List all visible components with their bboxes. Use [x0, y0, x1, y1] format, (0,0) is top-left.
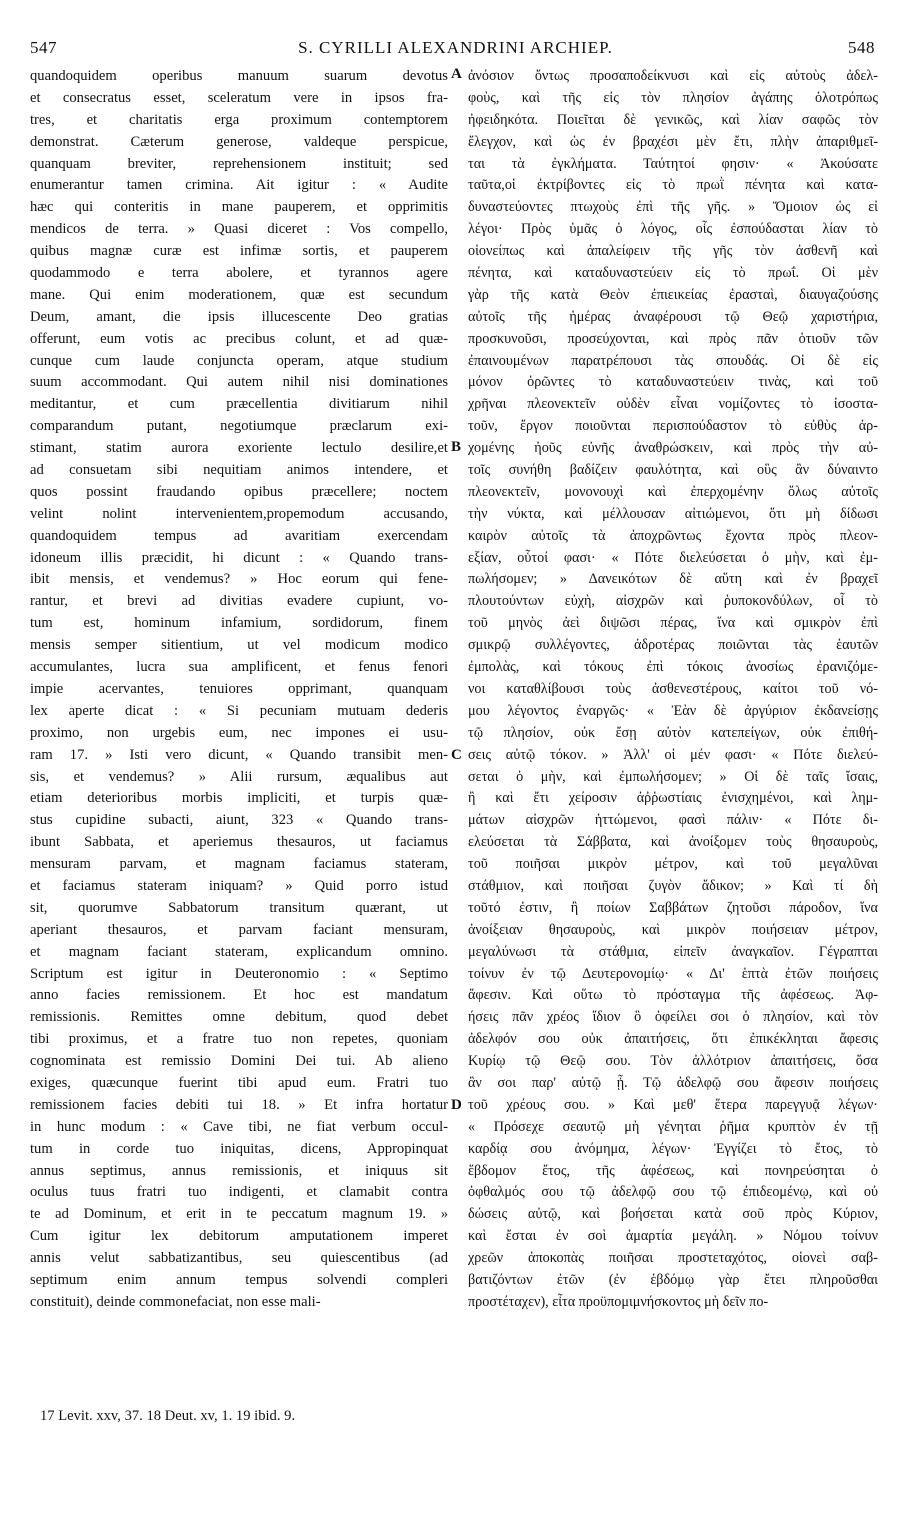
text-line: νοι καταθλίβουσι τοὺς ἀσθενεστέρους, καίτοι τοῦ νό-	[468, 680, 878, 697]
text-line: ἀδελφόν σου οὐκ ἀπαιτήσεις, ὅτι ἐπικέκληται ἄφεσις	[468, 1031, 878, 1048]
text-line: proximo, non urgebis eum, nec impones ei usu-	[30, 724, 448, 741]
text-line: σμικρῷ συλλέγοντες, ἀδροτέρας ποιῶνται τὰς ἑαυτῶν	[468, 637, 878, 654]
text-line: ἐμπολὰς, καὶ τόκους ἐπὶ τόκοις ἀνοσίως ἐρανιζόμε-	[468, 659, 878, 676]
text-line: χρεῶν ἀποκοπὰς ποιῆσαι προστεταχότος, οἱονεὶ σαβ-	[468, 1250, 878, 1267]
text-line: quos possint fraudando opibus præcellere; noctem	[30, 483, 448, 500]
margin-marker-a: A	[451, 66, 462, 82]
text-line: οἱονείπως καὶ ἀπαλείφειν τῆς γῆς τὸν ἀσθενῆ καὶ	[468, 243, 878, 260]
text-line: ram 17. » Isti vero dicunt, « Quando transibit men-	[30, 746, 448, 763]
text-line: remissionem facies debiti tui 18. » Et infra hortatur	[30, 1096, 448, 1113]
text-line: τὴν νύκτα, καὶ μέλλουσαν αἰτιώμενοι, ὅτι μὴ δίδωσι	[468, 505, 878, 522]
text-line: impie acervantes, tenuiores opprimant, quanquam	[30, 680, 448, 697]
text-line: lex aperte dicat : « Si pecuniam mutuam dederis	[30, 702, 448, 719]
text-line: ὀφθαλμός σου τῷ ἀδελφῷ σου τῷ ἐπιδεομένῳ, καὶ οὐ	[468, 1184, 878, 1201]
text-line: ibunt Sabbata, et aperiemus thesauros, ut faciamus	[30, 834, 448, 851]
text-line: τοῦ μηνὸς ἀεὶ διψῶσι πέρας, ἵνα καὶ σμικρὸν ἐπὶ	[468, 615, 878, 632]
text-line: Scriptum est igitur in Deuteronomio : « Septimo	[30, 965, 448, 982]
text-line: σεται ὁ μὴν, καὶ ἐμπωλήσομεν; » Οἱ δὲ ταῖς ἴσαις,	[468, 768, 878, 785]
text-line: enumerantur tamen crimina. Ait igitur : « Audite	[30, 177, 448, 194]
text-line: quandoquidem operibus manuum suarum devotus	[30, 68, 448, 84]
footnotes: 17 Levit. xxv, 37. 18 Deut. xv, 1. 19 ibid. 9.	[40, 1408, 296, 1424]
text-line: « Πρόσεχε σεαυτῷ μὴ γένηται ῥῆμα κρυπτὸν ἐν τῇ	[468, 1118, 878, 1135]
text-line: τοῦν, ἔργον ποιοῦνται περισπούδαστον τὸ εὐθὺς ἀρ-	[468, 418, 878, 435]
text-line: ελεύσεται τὰ Σάββατα, καὶ ἀνοίξομεν τοὺς θησαυροὺς,	[468, 834, 878, 851]
text-line: te ad Dominum, et erit in te peccatum magnum 19. »	[30, 1206, 448, 1223]
text-line: constituit), deinde commonefaciat, non esse mali-	[30, 1293, 321, 1310]
latin-column	[30, 66, 448, 1314]
text-line: sis, et vendemus? » Alii rursum, æqualibus aut	[30, 768, 448, 785]
text-line: σεις αὐτῷ τόκον. » Ἀλλ' οἱ μέν φασι· « Πότε διελεύ-	[468, 746, 878, 763]
text-line: Deum, amant, die ipsis illucescente Deo gratias	[30, 308, 448, 325]
text-line: mendicos de terra. » Quasi diceret : Vos compello,	[30, 221, 448, 238]
text-line: idoneum illis præcidit, hi dicunt : « Quando trans-	[30, 549, 448, 566]
text-line: hæc qui conteritis in mane pauperem, et opprimitis	[30, 199, 448, 216]
text-line: ἔλεγχον, καὶ ὡς ἐν βραχέσι μὲν ἔτι, πλὴν ἀπαριθμεῖ-	[468, 133, 878, 150]
text-line: καιρὸν αὐτοῖς τὰ ἀποχρῶντως ἔχοντα πρὸς πλεον-	[468, 527, 878, 544]
text-line: τοῦ ποιῆσαι μικρὸν μέτρον, καὶ τοῦ μεγαλῦναι	[468, 856, 878, 873]
text-line: ἕβδομον ἔτος, τῆς ἀφέσεως, καὶ πονηρεύσηται ὁ	[468, 1162, 878, 1179]
text-line: πλουτούντων εὐχὴ, αἰσχρῶν καὶ ῥυποκονδύλων, οἷ τὸ	[468, 593, 878, 610]
text-line: τοίνυν ἐν τῷ Δευτερονομίῳ· « Δι' ἑπτὰ ἐτῶν ποιήσεις	[468, 965, 878, 982]
text-line: demonstrat. Cæterum generose, valdeque perspicue,	[30, 133, 448, 150]
text-line: ibit mensis, et vendemus? » Hoc eorum qui fene-	[30, 571, 448, 588]
text-line: μάτων αἰσχρῶν ἡττώμενοι, φασὶ πάλιν· « Πότε δι-	[468, 812, 878, 829]
text-line: ται τὰ ἐγκλήματα. Ταύτητοί φησιν· « Ἀκούσατε	[468, 155, 878, 172]
page-number-left: 547	[30, 38, 57, 57]
text-line: τοῦ χρέους σου. » Καὶ μεθ' ἕτερα παρεγγυᾷ λέγων·	[468, 1096, 878, 1113]
text-line: ήσεις πᾶν χρέος ἴδιον ὃ ὀφείλει σοι ὁ πλησίον, καὶ τὸν	[468, 1009, 878, 1026]
text-line: στάθμιον, καὶ ποιῆσαι ζυγὸν ἄδικον; » Καὶ τί δὴ	[468, 877, 878, 894]
text-line: rantur, et brevi ad divitias evadere cupiunt, vo-	[30, 593, 448, 610]
text-line: etiam deterioribus morbis impliciti, et turpis quæ-	[30, 790, 448, 807]
text-line: τοῖς συνήθη βαδίζειν φαυλότητα, καὶ οὓς ἂν δύναιντο	[468, 462, 878, 479]
text-line: λέγοι· Πρὸς ὑμᾶς ὁ λόγος, οἷς ἐσπούδασται λίαν τὸ	[468, 221, 878, 238]
text-line: tibi proximus, et a fratre tuo non repetes, quoniam	[30, 1031, 448, 1048]
text-line: μεγαλύνωσι τὰ στάθμια, εἰπεῖν ἀναγκαῖον. Γέγραπται	[468, 943, 878, 960]
text-line: τοῦτό ἐστιν, ἢ ποίων Σαββάτων ζητοῦσι πάροδον, ἵνα	[468, 899, 878, 916]
text-line: χρῆναι πλεονεκτεῖν οὐδὲν εἶναι νομίζοντες τὸ ἰσοστα-	[468, 396, 878, 413]
text-line: Cum igitur lex debitorum amputationem imperet	[30, 1228, 448, 1245]
text-line: μόνον ὁρῶντες τὸ καταδυναστεύειν τινὰς, καὶ τοῦ	[468, 374, 878, 391]
text-line: τῷ πλησίον, οὐκ ἔσῃ αὐτὸν κατεπείγων, οὐκ ἐπιθή-	[468, 724, 878, 741]
text-line: sit, quorumve Sabbatorum transitum quærant, ut	[30, 899, 448, 916]
text-line: exiges, quæcunque fuerint tibi apud eum. Fratri tuo	[30, 1074, 448, 1091]
text-line: μου λέγοντος ἐναργῶς· « Ἐὰν δὲ ἀργύριον ἐκδανείσῃς	[468, 702, 878, 719]
text-line: βατιζόντων ἐτῶν (ἐν ἑβδόμῳ γὰρ ἔτει πληροῦσθαι	[468, 1271, 878, 1288]
text-line: cognominata est remissio Domini Dei tui. Ab alieno	[30, 1053, 448, 1070]
text-line: εξίαν, οὗτοί φασι· « Πότε διελεύσεται ὁ μὴν, καὶ ἐμ-	[468, 549, 878, 566]
text-line: annus septimus, annus remissionis, et iniquus sit	[30, 1162, 448, 1179]
text-line: προστέταχεν), εἶτα προϋπομιμνήσκοντος μὴ δεῖν πο-	[468, 1293, 769, 1310]
text-line: cunque cum laude conjuncta operam, atque studium	[30, 352, 448, 369]
text-line: mane. Qui enim moderationem, quæ est secundum	[30, 286, 448, 303]
text-line: ἢ καὶ ἔτι χείροσιν ἀῤῥωστίαις ἐνισχημένοι, καὶ λημ-	[468, 790, 878, 807]
text-line: ἐπαινουμένων παρατρέπουσι τὰς σπουδάς. Οἱ δὲ εἰς	[468, 352, 878, 369]
text-line: χομένης ἠοῦς εὐνῆς ἀναθρώσκειν, καὶ πρὸς τὴν αὐ-	[468, 440, 878, 457]
text-line: aperiant thesauros, et parvam faciant mensuram,	[30, 921, 448, 938]
margin-marker-c: C	[451, 747, 462, 763]
text-line: φοὺς, καὶ τῆς εἰς τὸν πλησίον ἀγάπης ὁλοτρόπως	[468, 89, 878, 106]
text-line: annis velut sabbatizantibus, seu quiescentibus (ad	[30, 1250, 448, 1267]
text-line: accumulantes, lucra sua amplificent, et fenus fenori	[30, 659, 448, 676]
text-line: comparandum putant, negotiumque præclarum exi-	[30, 418, 448, 435]
running-title: S. CYRILLI ALEXANDRINI ARCHIEP.	[298, 38, 613, 57]
text-line: quanquam breviter, reprehensionem instituit; sed	[30, 155, 448, 172]
text-line: ἠφειδηκότα. Ποιεῖται δὲ γενικῶς, καὶ λίαν σαφῶς τὸν	[468, 111, 878, 128]
text-line: in hunc modum : « Cave tibi, ne fiat verbum occul-	[30, 1118, 448, 1135]
text-line: πλεονεκτεῖν, μονονουχὶ καὶ ἐπερχομένην ὅλως αὐτοῖς	[468, 483, 878, 500]
text-line: tum est, hominum infamium, sordidorum, finem	[30, 615, 448, 632]
text-line: stus cupidine subacti, aiunt, 323 « Quando trans-	[30, 812, 448, 829]
text-line: quibus magnæ curæ est infimæ sortis, et pauperem	[30, 243, 448, 260]
text-line: πωλήσομεν; » Δανεικότων δὲ αὕτη καὶ ἐν βραχεῖ	[468, 571, 878, 588]
page-number-right: 548	[848, 38, 875, 57]
text-line: tres, et charitatis erga proximum contemptorem	[30, 111, 448, 128]
text-line: tum in corde tuo iniquitas, dicens, Appropinquat	[30, 1140, 448, 1157]
text-line: δώσεις αὐτῷ, καὶ βοήσεται κατὰ σοῦ πρὸς Κύριον,	[468, 1206, 878, 1223]
text-line: ταῦτα,οἱ ἐκτρίβοντες εἰς τὸ πρωῒ πένητα καὶ κατα-	[468, 177, 878, 194]
text-line: mensuram parvam, et magnam faciamus stateram,	[30, 856, 448, 873]
text-line: offerunt, eum votis ac precibus colunt, et ad quæ-	[30, 330, 448, 347]
margin-marker-d: D	[451, 1097, 462, 1113]
text-line: ἀνόσιον ὄντως προσαποδείκνυσι καὶ εἰς αὐτοὺς ἀδελ-	[468, 68, 878, 84]
text-line: et faciamus stateram iniquam? » Quid porro istud	[30, 877, 448, 894]
text-line: ἂν σοι παρ' αὐτῷ ᾖ. Τῷ ἀδελφῷ σου ἄφεσιν ποιήσεις	[468, 1074, 878, 1091]
text-line: oculus tuus fratri tuo indigenti, et clamabit contra	[30, 1184, 448, 1201]
text-line: ad consuetam sibi nequitiam animos intendere, et	[30, 462, 448, 479]
text-line: et consecratus esset, sceleratum vere in ipsos fra-	[30, 89, 448, 106]
text-line: septimum enim annum tempus solvendi compleri	[30, 1271, 448, 1288]
text-line: πένητα, καὶ καταδυναστεύειν εἰς τὸ πρωΐ. Οἱ μὲν	[468, 265, 878, 282]
text-line: αὐτοῖς τῆς ἡμέρας ἀναφέρουσι τῷ Θεῷ χαριστήρια,	[468, 308, 878, 325]
text-line: et magnam faciant stateram, explicandum omnino.	[30, 943, 448, 960]
text-line: Κυρίῳ τῷ Θεῷ σου. Τὸν ἀλλότριον ἀπαιτήσεις, ὅσα	[468, 1053, 878, 1070]
text-line: ἀνοίξειαν θησαυροὺς, καὶ μικρὸν ποιήσειαν μέτρον,	[468, 921, 878, 938]
text-line: καρδίᾳ σου ἀνόμημα, λέγων· Ἐγγίζει τὸ ἔτος, τὸ	[468, 1140, 878, 1157]
text-line: suum accommodant. Qui autem nihil nisi dominationes	[30, 374, 448, 391]
text-line: καὶ ἔσται ἐν σοὶ ἁμαρτία μεγάλη. » Νόμου τοίνυν	[468, 1228, 878, 1245]
text-line: velint nolint intervenientem,propemodum accusando,	[30, 505, 448, 522]
text-line: γὰρ τῆς κατὰ Θεὸν ἐπιεικείας ἐρασταὶ, διαυγαζούσης	[468, 286, 878, 303]
text-line: anno facies remissionem. Et hoc est mandatum	[30, 987, 448, 1004]
greek-column	[468, 66, 878, 1314]
text-line: stimant, statim aurora exoriente lectulo desilire,et	[30, 440, 448, 457]
margin-marker-b: B	[451, 439, 462, 455]
text-line: mensis semper sitientium, ut vel modicum modico	[30, 637, 448, 654]
text-line: προσκυνοῦσι, προσεύχονται, καὶ πρὸς πᾶν ὁτιοῦν τῶν	[468, 330, 878, 347]
text-line: remissionis. Remittes omne debitum, quod debet	[30, 1009, 448, 1026]
text-line: quodammodo e terra abolere, et tyrannos agere	[30, 265, 448, 282]
text-line: quandoquidem tempus ad avaritiam exercendam	[30, 527, 448, 544]
text-line: δυναστεύοντες πτωχοὺς ἐπὶ τῆς γῆς. » Ὅμοιον ὡς εἰ	[468, 199, 878, 216]
text-line: meditantur, et cum præcellentia divitiarum nihil	[30, 396, 448, 413]
text-line: ἄφεσιν. Καὶ οὕτω τὸ πρόσταγμα τῆς ἀφέσεως. Ἀφ-	[468, 987, 878, 1004]
